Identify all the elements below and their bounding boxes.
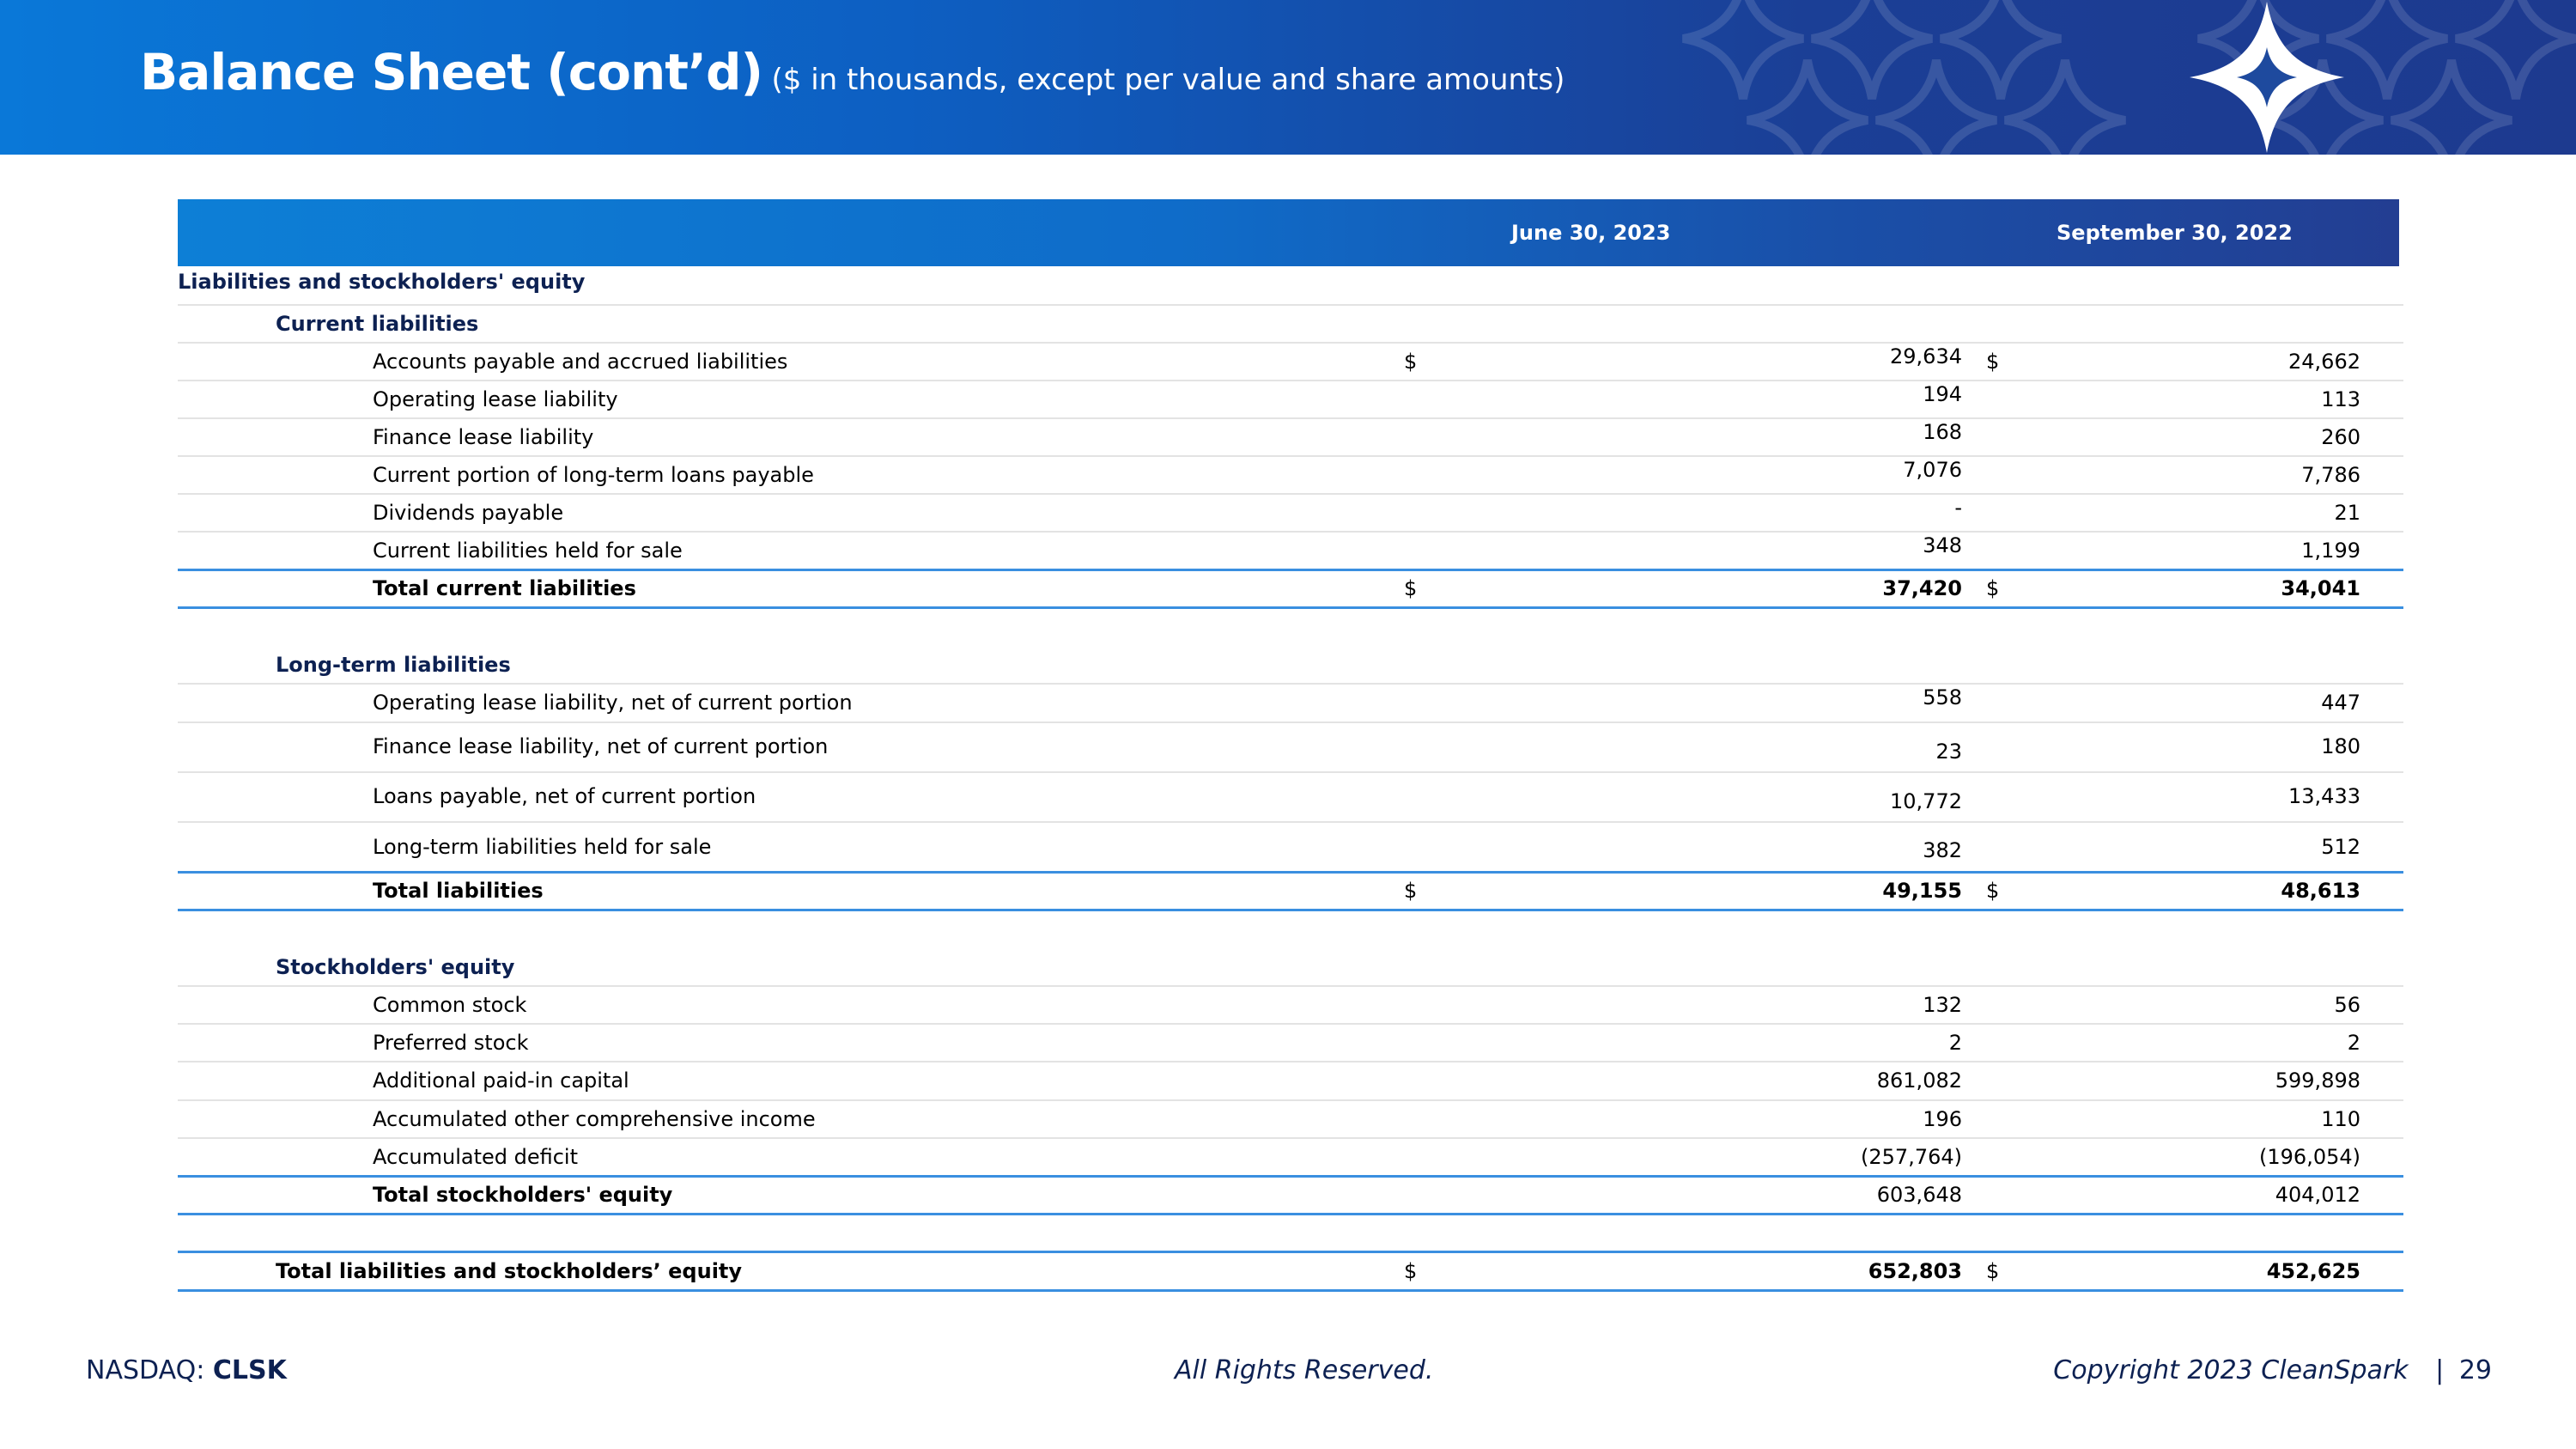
row-label: Additional paid-in capital <box>373 1068 629 1093</box>
row-divider <box>178 1061 2403 1062</box>
subtotal-rule <box>178 1175 2403 1178</box>
row-label: Finance lease liability, net of current portion <box>373 734 829 758</box>
value-sept-2022: 113 <box>2321 387 2360 411</box>
value-june-2023: 2 <box>1948 1031 1962 1055</box>
total-sept-2022: 34,041 <box>2281 576 2360 600</box>
footer-separator: | <box>2435 1355 2445 1385</box>
footer-copyright-group <box>2053 1355 2492 1385</box>
row-divider <box>178 1137 2403 1139</box>
cleanspark-star-logo-icon <box>2185 0 2348 155</box>
section-title: Liabilities and stockholders' equity <box>178 270 586 294</box>
grand-total-june-2023: 652,803 <box>1868 1259 1962 1283</box>
grand-total-label: Total liabilities and stockholders’ equity <box>276 1259 743 1283</box>
row-divider <box>178 531 2403 533</box>
footer-exchange: NASDAQ: <box>86 1355 205 1385</box>
row-divider <box>178 417 2403 419</box>
row-divider <box>178 455 2403 457</box>
footer-ticker-symbol: CLSK <box>212 1355 287 1385</box>
value-june-2023: - <box>1954 496 1962 520</box>
row-label: Loans payable, net of current portion <box>373 784 756 808</box>
total-june-2023: 603,648 <box>1876 1183 1962 1207</box>
row-divider <box>178 985 2403 987</box>
row-label: Finance lease liability <box>373 425 594 449</box>
total-sept-2022: 48,613 <box>2281 879 2360 903</box>
currency-symbol: $ <box>1986 350 2000 374</box>
value-sept-2022: 56 <box>2334 993 2360 1017</box>
footer-copyright: Copyright 2023 CleanSpark <box>2053 1355 2409 1385</box>
subtotal-rule <box>178 871 2403 874</box>
row-label: Operating lease liability, net of current portion <box>373 691 853 715</box>
total-sept-2022: 404,012 <box>2275 1183 2360 1207</box>
value-sept-2022: 180 <box>2321 734 2360 758</box>
page-number: 29 <box>2458 1355 2492 1385</box>
header-banner <box>0 0 2576 155</box>
total-label: Total current liabilities <box>373 576 636 600</box>
total-label: Total liabilities <box>373 879 544 903</box>
value-sept-2022: 13,433 <box>2288 784 2360 808</box>
grand-total-top-rule <box>178 1251 2403 1253</box>
value-sept-2022: 2 <box>2347 1031 2360 1055</box>
currency-symbol: $ <box>1404 576 1418 600</box>
diamond-pattern-decoration <box>1674 0 2576 155</box>
row-divider <box>178 821 2403 823</box>
value-sept-2022: 1,199 <box>2301 539 2360 563</box>
row-divider <box>178 721 2403 723</box>
value-june-2023: 558 <box>1923 685 1962 709</box>
row-label: Accumulated deficit <box>373 1145 578 1169</box>
grand-total-bottom-rule <box>178 1289 2403 1292</box>
current-liabilities-heading: Current liabilities <box>276 312 479 336</box>
value-june-2023: (257,764) <box>1861 1145 1962 1169</box>
value-june-2023: 348 <box>1923 533 1962 557</box>
page-subtitle: ($ in thousands, except per value and share amounts) <box>771 63 1565 97</box>
value-june-2023: 196 <box>1923 1107 1962 1131</box>
value-sept-2022: 21 <box>2334 501 2360 525</box>
row-label: Common stock <box>373 993 527 1017</box>
page-title: Balance Sheet (cont’d) <box>140 43 763 101</box>
value-june-2023: 168 <box>1923 420 1962 444</box>
value-sept-2022: 110 <box>2321 1107 2360 1131</box>
row-divider <box>178 380 2403 381</box>
total-label: Total stockholders' equity <box>373 1183 673 1207</box>
value-june-2023: 23 <box>1935 740 1962 764</box>
row-divider <box>178 683 2403 685</box>
value-sept-2022: 447 <box>2321 691 2360 715</box>
total-rule <box>178 909 2403 911</box>
currency-symbol: $ <box>1986 576 2000 600</box>
page-title-group <box>140 43 1564 101</box>
row-label: Long-term liabilities held for sale <box>373 835 712 859</box>
row-label: Current liabilities held for sale <box>373 539 683 563</box>
row-divider <box>178 1023 2403 1025</box>
row-divider <box>178 304 2403 306</box>
currency-symbol: $ <box>1404 1259 1418 1283</box>
total-rule <box>178 1213 2403 1215</box>
value-sept-2022: 260 <box>2321 425 2360 449</box>
value-sept-2022: 7,786 <box>2301 463 2360 487</box>
column-header-sept-2022: September 30, 2022 <box>2057 221 2293 245</box>
value-june-2023: 29,634 <box>1890 344 1962 368</box>
value-june-2023: 861,082 <box>1876 1068 1962 1093</box>
row-divider <box>178 1099 2403 1101</box>
grand-total-sept-2022: 452,625 <box>2266 1259 2360 1283</box>
value-june-2023: 10,772 <box>1890 789 1962 813</box>
row-label: Dividends payable <box>373 501 564 525</box>
equity-heading: Stockholders' equity <box>276 955 515 979</box>
footer-ticker <box>86 1355 287 1385</box>
currency-symbol: $ <box>1404 879 1418 903</box>
longterm-liabilities-heading: Long-term liabilities <box>276 653 511 677</box>
column-header-june-2023: June 30, 2023 <box>1511 221 1671 245</box>
row-label: Accounts payable and accrued liabilities <box>373 350 788 374</box>
row-label: Accumulated other comprehensive income <box>373 1107 816 1131</box>
value-sept-2022: 599,898 <box>2275 1068 2360 1093</box>
value-sept-2022: 512 <box>2321 835 2360 859</box>
row-divider <box>178 493 2403 495</box>
table-header-bar <box>178 199 2399 266</box>
value-sept-2022: 24,662 <box>2288 350 2360 374</box>
row-label: Preferred stock <box>373 1031 529 1055</box>
value-june-2023: 132 <box>1923 993 1962 1017</box>
total-june-2023: 49,155 <box>1882 879 1962 903</box>
row-label: Operating lease liability <box>373 387 618 411</box>
row-divider <box>178 771 2403 773</box>
total-june-2023: 37,420 <box>1882 576 1962 600</box>
row-divider <box>178 342 2403 344</box>
row-label: Current portion of long-term loans payable <box>373 463 814 487</box>
value-june-2023: 7,076 <box>1903 458 1962 482</box>
total-rule <box>178 606 2403 609</box>
subtotal-rule <box>178 569 2403 571</box>
value-sept-2022: (196,054) <box>2259 1145 2360 1169</box>
currency-symbol: $ <box>1404 350 1418 374</box>
currency-symbol: $ <box>1986 1259 2000 1283</box>
value-june-2023: 382 <box>1923 838 1962 862</box>
value-june-2023: 194 <box>1923 382 1962 406</box>
footer-rights: All Rights Reserved. <box>1175 1355 1434 1385</box>
currency-symbol: $ <box>1986 879 2000 903</box>
